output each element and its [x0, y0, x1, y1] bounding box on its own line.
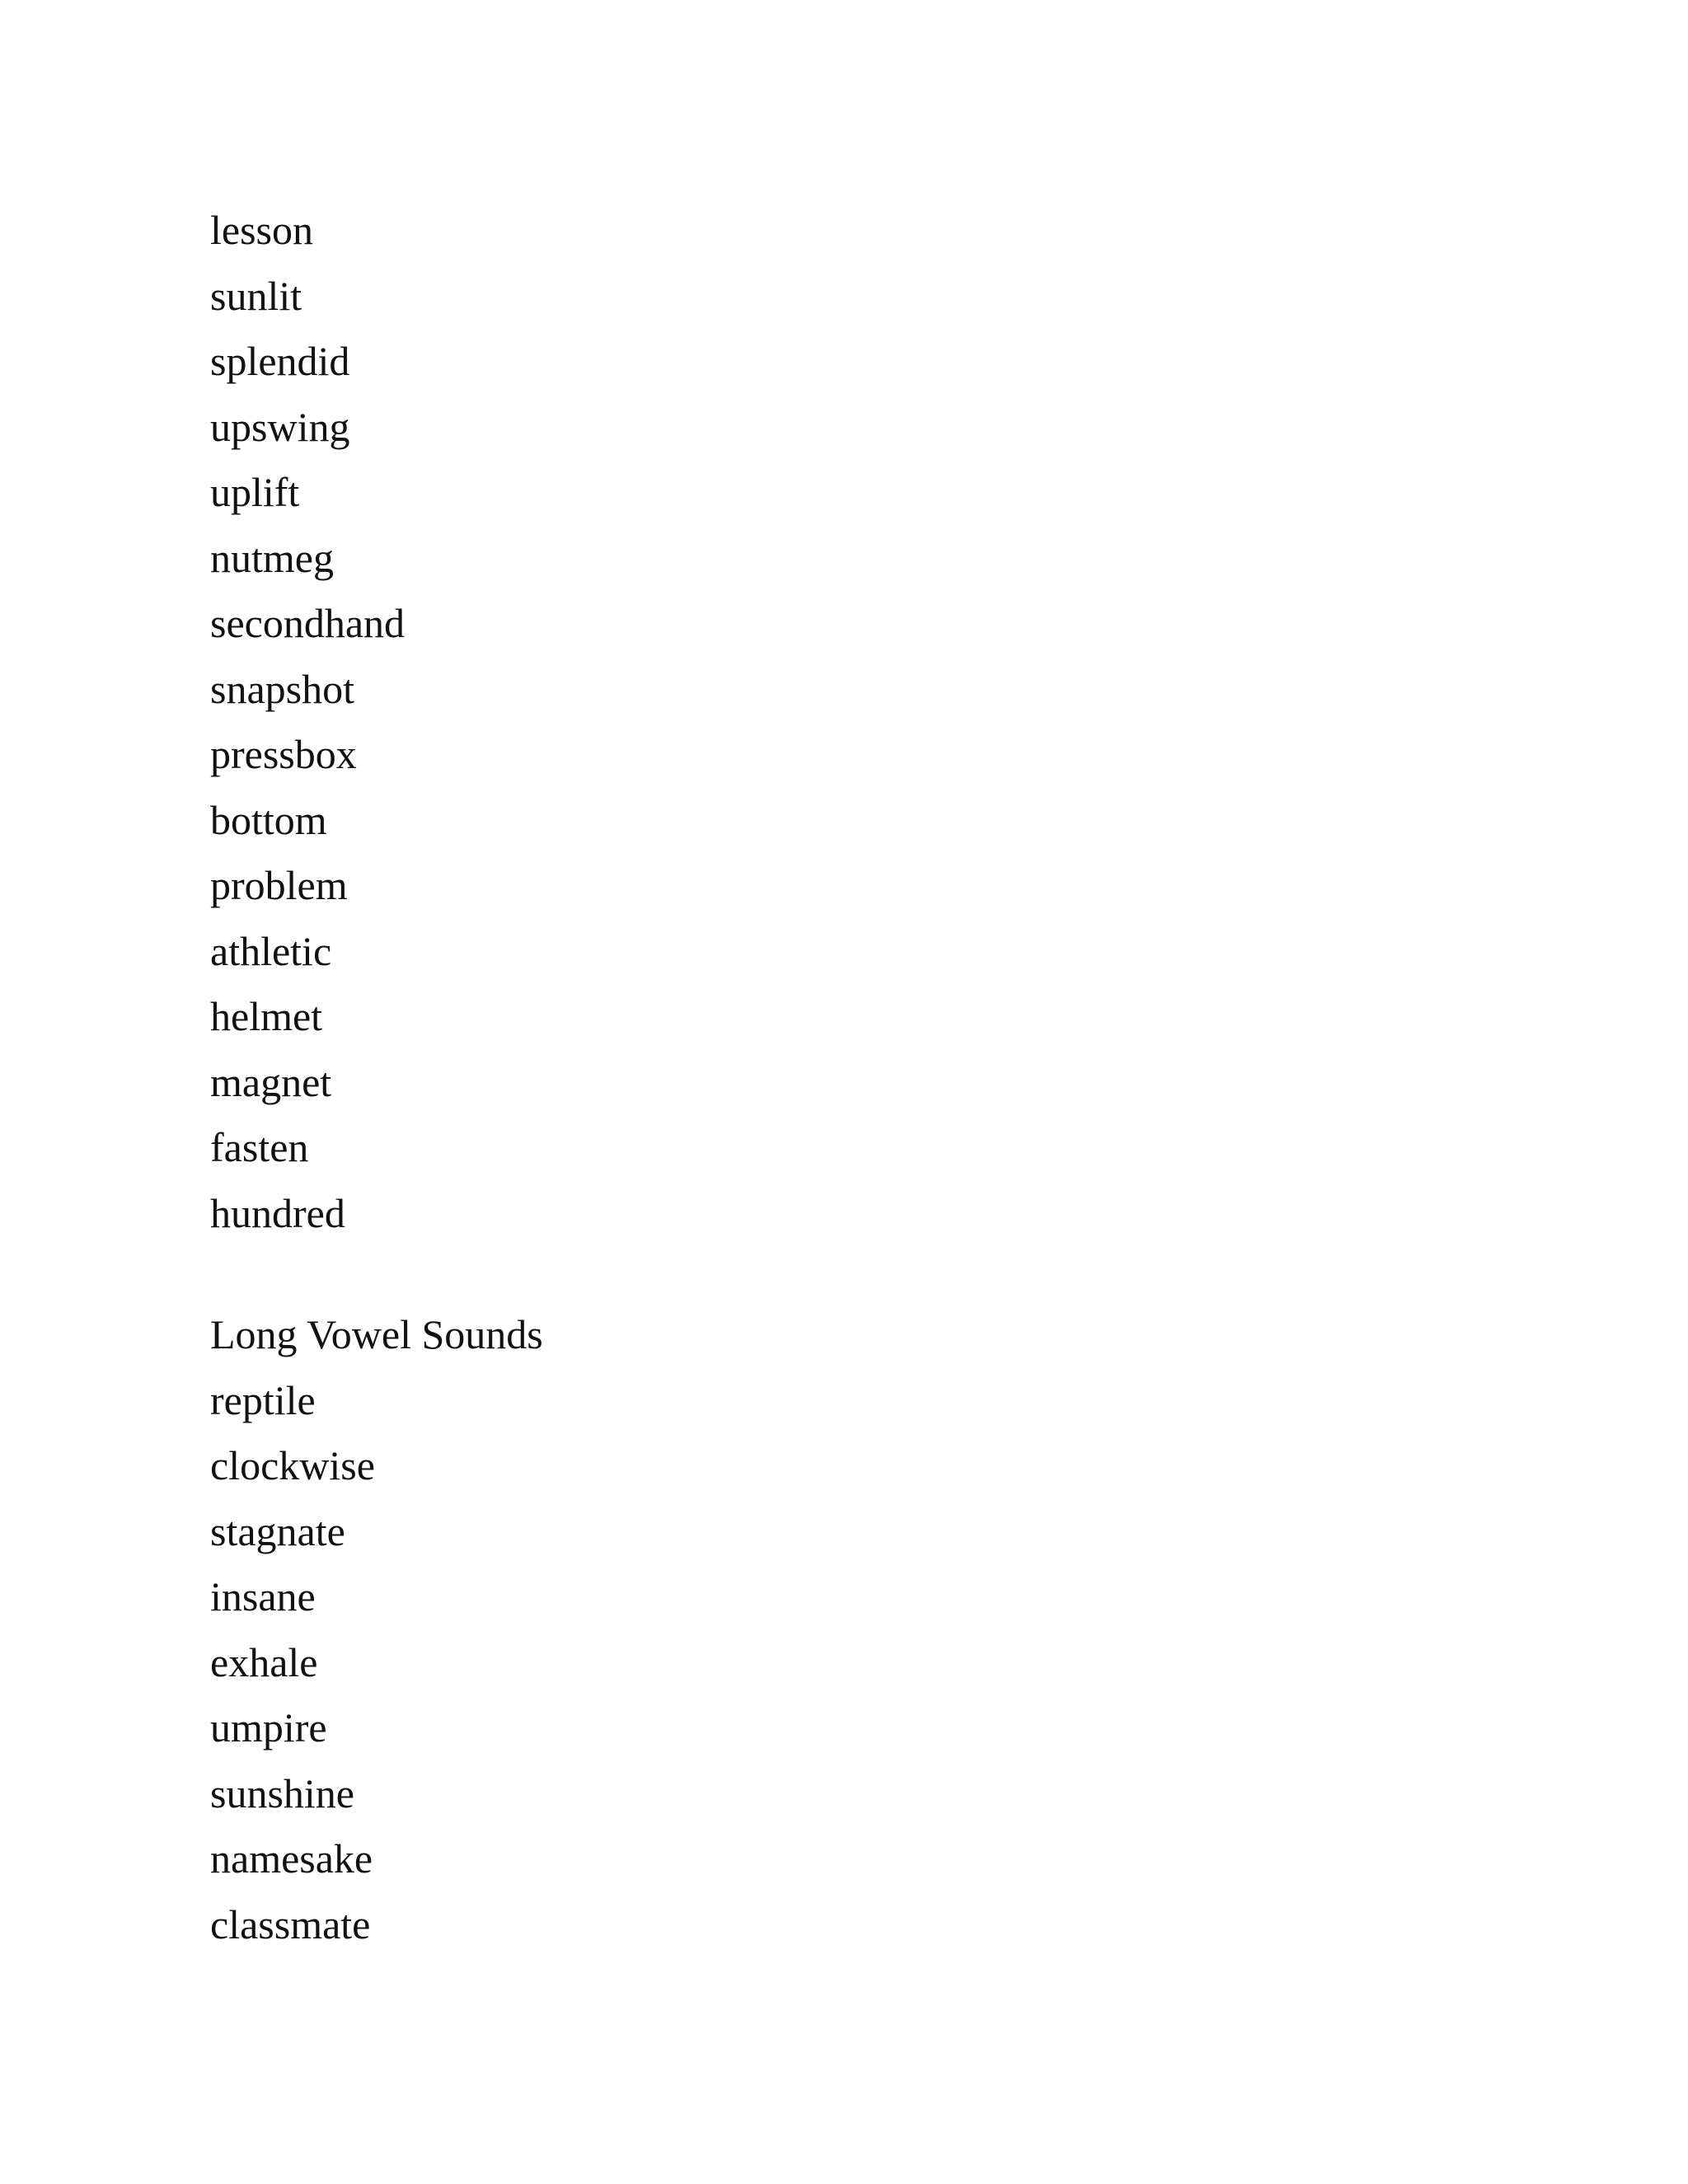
- word-item: secondhand: [210, 600, 406, 646]
- word-item: pressbox: [210, 731, 357, 777]
- word-list-closed-syllables: [210, 198, 405, 1246]
- word-item: uplift: [210, 469, 300, 515]
- word-item: classmate: [210, 1900, 371, 1947]
- word-item: lesson: [210, 207, 313, 253]
- word-item: magnet: [210, 1058, 332, 1105]
- word-item: stagnate: [210, 1507, 345, 1554]
- word-item: fasten: [210, 1124, 309, 1170]
- word-item: upswing: [210, 403, 350, 450]
- word-item: exhale: [210, 1638, 318, 1685]
- word-item: snapshot: [210, 665, 354, 712]
- word-item: namesake: [210, 1835, 373, 1882]
- word-list-long-vowel-sounds: [210, 1302, 543, 1957]
- word-item: splendid: [210, 338, 350, 384]
- word-item: nutmeg: [210, 534, 334, 581]
- word-item: clockwise: [210, 1442, 375, 1488]
- word-item: umpire: [210, 1704, 327, 1750]
- word-item: helmet: [210, 993, 323, 1039]
- word-item: athletic: [210, 927, 332, 974]
- word-item: hundred: [210, 1189, 345, 1236]
- word-item: bottom: [210, 796, 327, 843]
- word-item: sunlit: [210, 272, 302, 319]
- word-item: reptile: [210, 1376, 316, 1423]
- word-item: problem: [210, 862, 348, 908]
- word-item: sunshine: [210, 1769, 354, 1816]
- section-heading: Long Vowel Sounds: [210, 1311, 543, 1357]
- word-item: insane: [210, 1573, 316, 1619]
